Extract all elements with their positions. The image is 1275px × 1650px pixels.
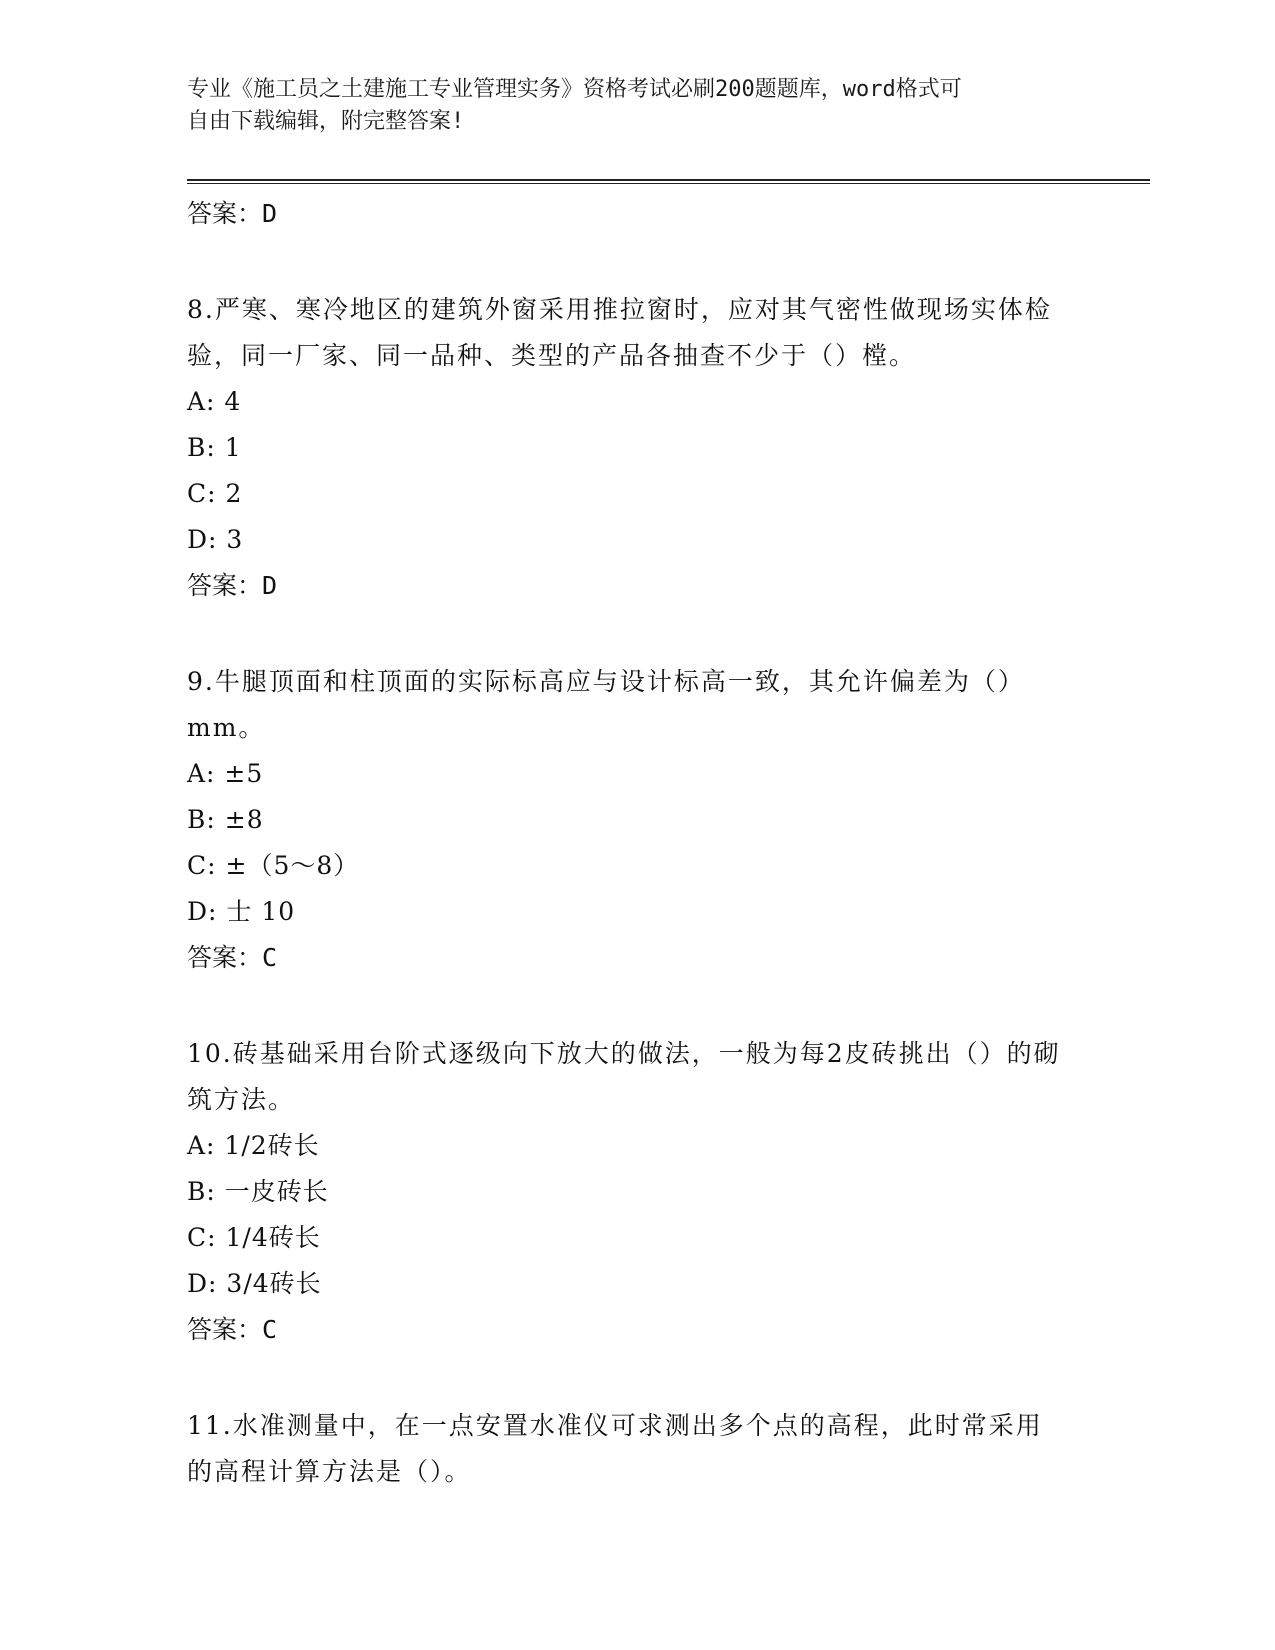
question-text: 10.砖基础采用台阶式逐级向下放大的做法，一般为每2皮砖挑出（）的砌筑方法。 [187,1039,1061,1114]
option-a: A: 4 [187,387,242,416]
answer-line: 答案：D [187,199,278,228]
option-c: C: 2 [187,479,243,508]
question-list [187,191,1087,1495]
question-block-9 [187,659,1087,981]
question-block-11 [187,1403,1087,1495]
option-a: A: 1/2砖长 [187,1131,320,1160]
question-block-10 [187,1031,1087,1353]
answer-line: 答案：D [187,571,278,600]
header-divider-thick [187,179,1150,181]
question-text: 11.水准测量中，在一点安置水准仪可求测出多个点的高程，此时常采用的高程计算方法是（）。 [187,1411,1043,1486]
option-d: D: 3 [187,525,244,554]
option-b: B: 一皮砖长 [187,1177,329,1206]
question-text: 8.严寒、寒冷地区的建筑外窗采用推拉窗时，应对其气密性做现场实体检验，同一厂家、同一品种、类型的产品各抽查不少于（）樘。 [187,295,1052,370]
answer-line: 答案：C [187,1315,278,1344]
option-a: A: ±5 [187,759,264,788]
option-b: B: ±8 [187,805,264,834]
option-d: D: 3/4砖长 [187,1269,322,1298]
page-header [187,74,1067,138]
option-b: B: 1 [187,433,242,462]
question-block-8 [187,287,1087,609]
question-text: 9.牛腿顶面和柱顶面的实际标高应与设计标高一致，其允许偏差为（）mm。 [187,667,1025,742]
answer-line: 答案：C [187,943,278,972]
header-divider-thin [187,183,1150,184]
option-c: C: 1/4砖长 [187,1223,321,1252]
header-line-2: 自由下载编辑，附完整答案! [187,109,465,134]
option-d: D: 士 10 [187,897,296,926]
header-line-1: 专业《施工员之土建施工专业管理实务》资格考试必刷200题题库，word格式可 [187,77,962,102]
option-c: C: ±（5～8） [187,851,360,880]
